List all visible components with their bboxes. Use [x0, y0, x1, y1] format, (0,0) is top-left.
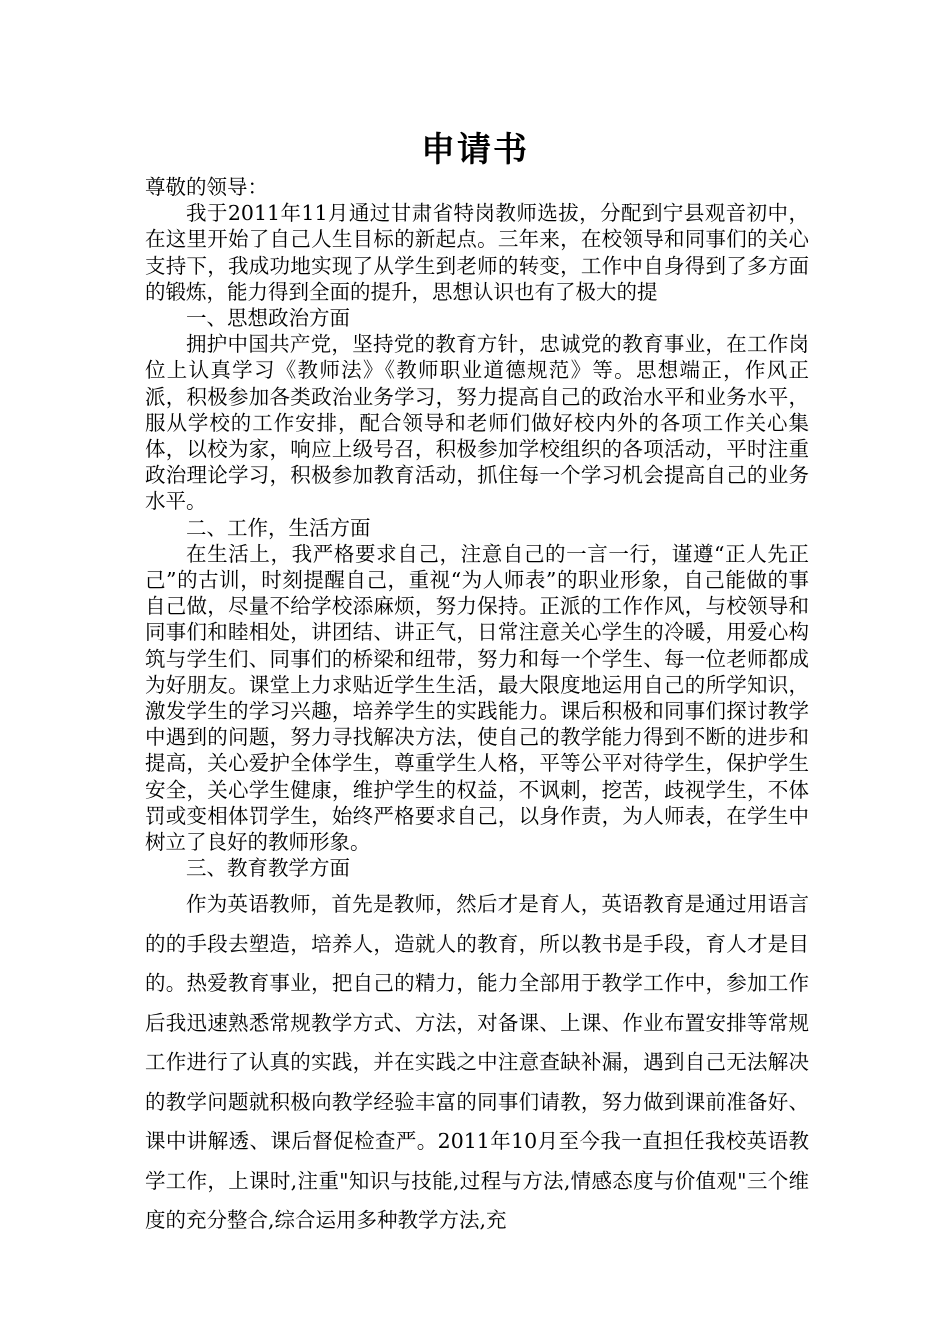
intro-paragraph: 我于2011年11月通过甘肃省特岗教师选拔，分配到宁县观音初中，在这里开始了自己人生目标的新起点。三年来，在校领导和同事们的关心支持下，我成功地实现了从学生到老师的转变，工作中自身得到了多方面的锻炼，能力得到全面的提升，思想认识也有了极大的提 — [145, 201, 809, 304]
salutation: 尊敬的领导： — [145, 175, 268, 199]
politics-paragraph: 拥护中国共产党，坚持党的教育方针，忠诚党的教育事业，在工作岗位上认真学习《教师法》《教师职业道德规范》等。思想端正，作风正派，积极参加各类政治业务学习，努力提高自己的政治水平和业务水平，服从学校的工作安排，配合领导和老师们做好校内外的各项工作关心集体，以校为家，响应上级号召，积极参加学校组织的各项活动，平时注重政治理论学习，积极参加教育活动，抓住每一个学习机会提高自己的业务水平。 — [145, 332, 809, 514]
section-heading-politics: 一、思想政治方面 — [186, 306, 350, 331]
document-title: 申请书 — [421, 130, 529, 170]
section-heading-teaching: 三、教育教学方面 — [186, 856, 350, 881]
work-life-paragraph: 在生活上，我严格要求自己，注意自己的一言一行，谨遵“正人先正己”的古训，时刻提醒自己，重视“为人师表”的职业形象，自己能做的事自己做，尽量不给学校添麻烦，努力保持。正派的工作作风，与校领导和同事们和睦相处，讲团结、讲正气，日常注意关心学生的冷暖，用爱心构筑与学生们、同事们的桥梁和纽带，努力和每一个学生、每一位老师都成为好朋友。课堂上力求贴近学生生活，最大限度地运用自己的所学知识，激发学生的学习兴趣，培养学生的实践能力。课后积极和同事们探讨教学中遇到的问题，努力寻找解决方法，使自己的教学能力得到不断的进步和提高，关心爱护全体学生，尊重学生人格，平等公平对待学生，保护学生安全，关心学生健康，维护学生的权益，不讽刺，挖苦，歧视学生，不体罚或变相体罚学生，始终严格要求自己，以身作责，为人师表，在学生中树立了良好的教师形象。 — [145, 541, 809, 855]
document-body — [145, 174, 809, 1241]
teaching-paragraph: 作为英语教师，首先是教师，然后才是育人，英语教育是通过用语言的的手段去塑造，培养人，造就人的教育，所以教书是手段，育人才是目的。热爱教育事业，把自己的精力，能力全部用于教学工作中，参加工作后我迅速熟悉常规教学方式、方法，对备课、上课、作业布置安排等常规工作进行了认真的实践，并在实践之中注意查缺补漏，遇到自己无法解决的教学问题就积极向教学经验丰富的同事们请教，努力做到课前准备好、课中讲解透、课后督促检查严。2011年10月至今我一直担任我校英语教学工作，上课时,注重"知识与技能,过程与方法,情感态度与价值观"三个维度的充分整合,综合运用多种教学方法,充 — [145, 892, 809, 1233]
section-heading-work-life: 二、工作，生活方面 — [186, 515, 371, 540]
